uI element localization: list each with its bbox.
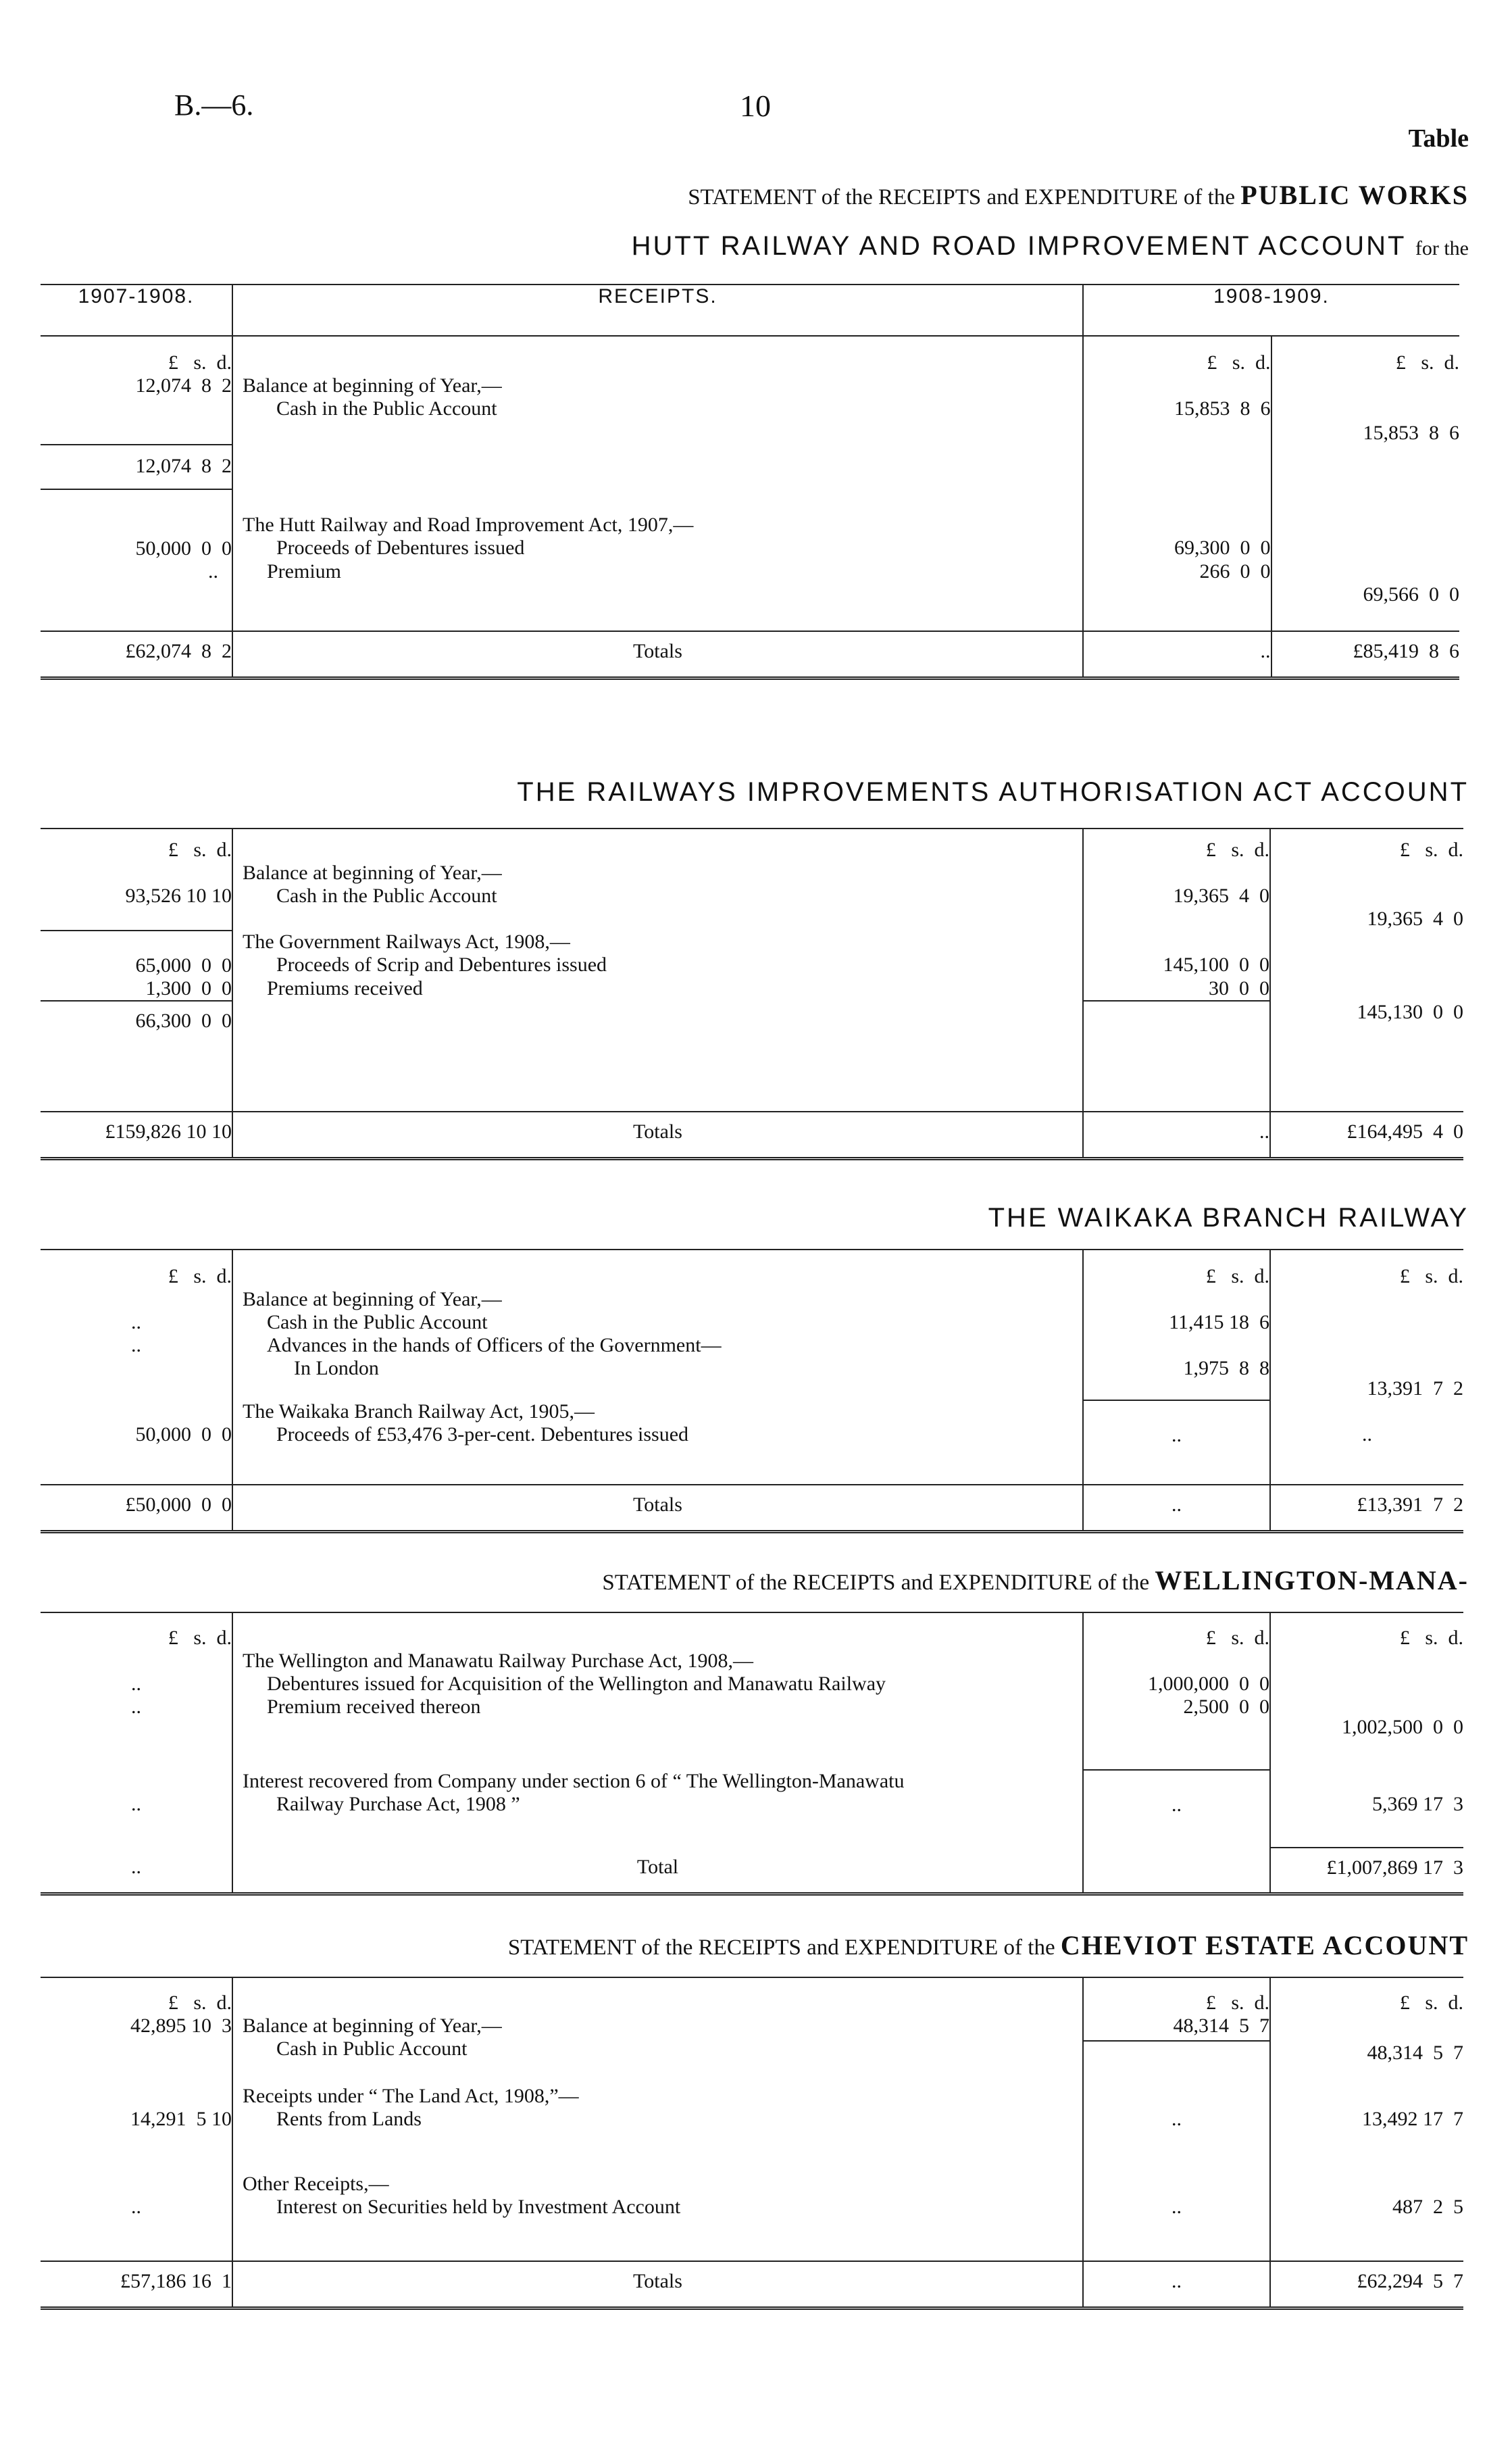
cheviot-table [41, 1977, 1463, 2310]
totals-row [41, 2261, 1463, 2308]
row-item: Cash in the Public Account [232, 1311, 1083, 1334]
wellington-title-bold: WELLINGTON-MANA- [1155, 1565, 1469, 1596]
unit-label: £ s. d. [41, 1977, 232, 2015]
amount-1908: 11,415 18 6 [1083, 1311, 1270, 1334]
total-1907: £50,000 0 0 [41, 1485, 232, 1532]
total-1908-grand: £164,495 4 0 [1270, 1112, 1463, 1159]
amount-1908: .. [1083, 2085, 1270, 2173]
row-item: Proceeds of £53,476 3-per-cent. Debentures issued [276, 1423, 689, 1446]
amount-1908: 266 0 0 [1083, 560, 1271, 631]
amount-1908-total: 5,369 17 3 [1372, 1793, 1463, 1815]
hutt-account-title-tail: for the [1415, 237, 1469, 260]
amount-1908: 48,314 5 7 [1084, 2015, 1269, 2042]
page-number: 10 [740, 89, 771, 123]
amount-1907: .. [41, 1334, 232, 1357]
amount-1907: 42,895 10 3 [41, 2015, 232, 2085]
table-row [41, 1334, 1463, 1357]
totals-label: Totals [232, 631, 1083, 678]
table-row [41, 560, 1459, 631]
table-row [41, 862, 1463, 931]
total-1908-grand: £13,391 7 2 [1270, 1485, 1463, 1532]
amount-1908-total: 19,365 4 0 [1367, 908, 1463, 930]
amount-1907: 93,526 10 10 [41, 862, 232, 931]
table-row [41, 1770, 1463, 1848]
statement-title-text: STATEMENT of the RECEIPTS and EXPENDITURE of the [688, 185, 1235, 209]
row-item: Cash in the Public Account [276, 885, 497, 907]
row-heading: Balance at beginning of Year,— [243, 2015, 502, 2037]
row-heading: Balance at beginning of Year,— [243, 862, 502, 884]
table-row [41, 2173, 1463, 2261]
amount-1908-total: 145,130 0 0 [1357, 1001, 1463, 1023]
table-row [41, 1400, 1463, 1485]
total-1907: £57,186 16 1 [41, 2261, 232, 2308]
table-row [41, 374, 1459, 445]
amount-1907: 14,291 5 10 [41, 2085, 232, 2173]
row-item: Interest on Securities held by Investment Account [276, 2196, 681, 2218]
amount-1907: 50,000 0 0 [41, 489, 232, 560]
cheviot-title [508, 1929, 1469, 1961]
unit-label: £ s. d. [1399, 1992, 1463, 2014]
amount-1908-total: 13,492 17 7 [1362, 2108, 1463, 2130]
amount-1907: 66,300 0 0 [41, 1001, 232, 1112]
col-head-1908: 1908-1909. [1083, 285, 1459, 336]
hutt-account-title [632, 231, 1469, 262]
cheviot-title-bold: CHEVIOT ESTATE ACCOUNT [1060, 1930, 1469, 1960]
railways-improvements-title: THE RAILWAYS IMPROVEMENTS AUTHORISATION ACT ACCOUNT [517, 777, 1469, 807]
totals-row [41, 1848, 1463, 1894]
table-label: Table [1408, 124, 1469, 153]
total-1908: .. [1083, 1485, 1270, 1532]
amount-1908-total: 15,853 8 6 [1363, 422, 1459, 444]
row-item: Proceeds of Scrip and Debentures issued [276, 954, 607, 976]
waikaka-title: THE WAIKAKA BRANCH RAILWAY [988, 1203, 1469, 1233]
amount-1908: 30 0 0 [1083, 977, 1270, 1001]
unit-label: £ s. d. [1395, 351, 1459, 374]
table-row [41, 1696, 1463, 1770]
total-1908: .. [1083, 1112, 1270, 1159]
unit-label: £ s. d. [41, 336, 232, 374]
col-head-receipts: RECEIPTS. [232, 285, 1083, 336]
totals-row [41, 1112, 1463, 1159]
total-1908: .. [1083, 2261, 1270, 2308]
total-1908-grand: £62,294 5 7 [1270, 2261, 1463, 2308]
row-heading: Other Receipts,— [243, 2173, 389, 2195]
amount-1908: .. [1083, 2173, 1270, 2261]
amount-1907: .. [41, 1311, 232, 1334]
row-heading: The Hutt Railway and Road Improvement Act, 1907,— [243, 514, 694, 536]
amount-1908-total: 1,002,500 0 0 [1342, 1716, 1463, 1738]
totals-label: Totals [232, 2261, 1083, 2308]
table-row [41, 977, 1463, 1001]
row-item: Premiums received [232, 977, 1083, 1001]
totals-label: Totals [232, 1485, 1083, 1532]
amount-1907: .. [41, 1770, 232, 1848]
table-row [41, 1357, 1463, 1400]
waikaka-table [41, 1249, 1463, 1533]
row-heading: The Government Railways Act, 1908,— [243, 931, 570, 953]
row-item: Rents from Lands [276, 2108, 422, 2130]
total-1908: .. [1083, 631, 1271, 678]
unit-label: £ s. d. [1083, 1612, 1270, 1650]
totals-row [41, 631, 1459, 678]
amount-1908: 69,300 0 0 [1083, 489, 1271, 560]
unit-label: £ s. d. [1083, 1977, 1270, 2015]
amount-1908: .. [1083, 1400, 1270, 1485]
unit-label: £ s. d. [1083, 829, 1270, 862]
amount-1908-total: 48,314 5 7 [1367, 2042, 1463, 2064]
row-item: Debentures issued for Acquisition of the Wellington and Manawatu Railway [232, 1673, 1083, 1696]
unit-label: £ s. d. [41, 1612, 232, 1650]
amount-1907: .. [41, 1673, 232, 1696]
total-1907: .. [41, 1848, 232, 1894]
amount-1908: 19,365 4 0 [1083, 862, 1270, 931]
total-1908-grand: £85,419 8 6 [1271, 631, 1460, 678]
unit-label: £ s. d. [1083, 336, 1271, 374]
unit-label: £ s. d. [1399, 1265, 1463, 1287]
table-row [41, 2015, 1463, 2085]
totals-label: Total [232, 1848, 1083, 1894]
unit-label: £ s. d. [41, 1250, 232, 1288]
wellington-title [602, 1564, 1469, 1596]
unit-label: £ s. d. [41, 829, 232, 862]
unit-label: £ s. d. [1399, 839, 1463, 861]
total-1908 [1083, 1848, 1270, 1894]
table-row [41, 445, 1459, 489]
amount-1907: 50,000 0 0 [41, 1400, 232, 1485]
amount-1907: .. [41, 2173, 232, 2261]
unit-label: £ s. d. [1399, 1627, 1463, 1649]
row-item: Cash in the Public Account [276, 397, 497, 420]
table-row [41, 1001, 1463, 1112]
amount-1907: 1,300 0 0 [41, 977, 232, 1001]
amount-1908-total: 487 2 5 [1392, 2196, 1463, 2218]
amount-1908-total: .. [1362, 1423, 1372, 1446]
amount-1908: 1,000,000 0 0 [1083, 1673, 1270, 1696]
amount-1907: 65,000 0 0 [41, 931, 232, 977]
total-1907: £62,074 8 2 [41, 631, 232, 678]
amount-1907: .. [41, 560, 232, 631]
amount-1908: 1,975 8 8 [1083, 1357, 1270, 1400]
row-item: Premium [232, 560, 1083, 631]
totals-row [41, 1485, 1463, 1532]
table-row [41, 1650, 1463, 1673]
railways-improvements-table [41, 828, 1463, 1160]
wellington-table [41, 1612, 1463, 1896]
row-heading: The Waikaka Branch Railway Act, 1905,— [243, 1400, 595, 1423]
cheviot-title-text: STATEMENT of the RECEIPTS and EXPENDITURE of the [507, 1935, 1055, 1960]
amount-1908: 2,500 0 0 [1083, 1696, 1270, 1770]
row-item: Cash in Public Account [276, 2038, 468, 2060]
hutt-account-table [41, 284, 1459, 680]
table-row [41, 1673, 1463, 1696]
total-1908-grand: £1,007,869 17 3 [1270, 1848, 1463, 1894]
col-head-1907: 1907-1908. [41, 285, 232, 336]
row-heading: Interest recovered from Company under section 6 of “ The Wellington-Manawatu [243, 1770, 905, 1792]
amount-1907: 12,074 8 2 [41, 445, 232, 489]
statement-title-bold: PUBLIC WORKS [1240, 180, 1469, 210]
table-row [41, 1288, 1463, 1311]
amount-1908-total: 69,566 0 0 [1363, 583, 1459, 606]
table-row [41, 931, 1463, 977]
wellington-title-text: STATEMENT of the RECEIPTS and EXPENDITURE of the [602, 1571, 1150, 1595]
hutt-account-title-text: HUTT RAILWAY AND ROAD IMPROVEMENT ACCOUNT [631, 231, 1406, 261]
row-heading: The Wellington and Manawatu Railway Purchase Act, 1908,— [232, 1650, 1083, 1673]
row-heading: Receipts under “ The Land Act, 1908,”— [243, 2085, 579, 2107]
row-item: In London [232, 1357, 1083, 1400]
amount-1908: 145,100 0 0 [1083, 931, 1270, 977]
row-item: Proceeds of Debentures issued [276, 537, 525, 559]
totals-label: Totals [232, 1112, 1083, 1159]
amount-1908: 15,853 8 6 [1083, 374, 1271, 445]
row-item: Premium received thereon [232, 1696, 1083, 1770]
row-item: Railway Purchase Act, 1908 ” [276, 1793, 520, 1815]
page-ref: B.—6. [174, 89, 254, 122]
row-heading: Balance at beginning of Year,— [232, 1288, 1083, 1311]
row-heading: Balance at beginning of Year,— [243, 374, 502, 397]
statement-title [688, 179, 1469, 211]
amount-1908: .. [1083, 1770, 1270, 1848]
total-1907: £159,826 10 10 [41, 1112, 232, 1159]
amount-1907: .. [41, 1696, 232, 1770]
table-row [41, 1311, 1463, 1334]
table-row [41, 489, 1459, 560]
unit-label: £ s. d. [1083, 1250, 1270, 1288]
amount-1907: 12,074 8 2 [41, 374, 232, 445]
row-item: Advances in the hands of Officers of the Government— [232, 1334, 1083, 1357]
table-row [41, 2085, 1463, 2173]
amount-1908-total: 13,391 7 2 [1367, 1377, 1463, 1400]
